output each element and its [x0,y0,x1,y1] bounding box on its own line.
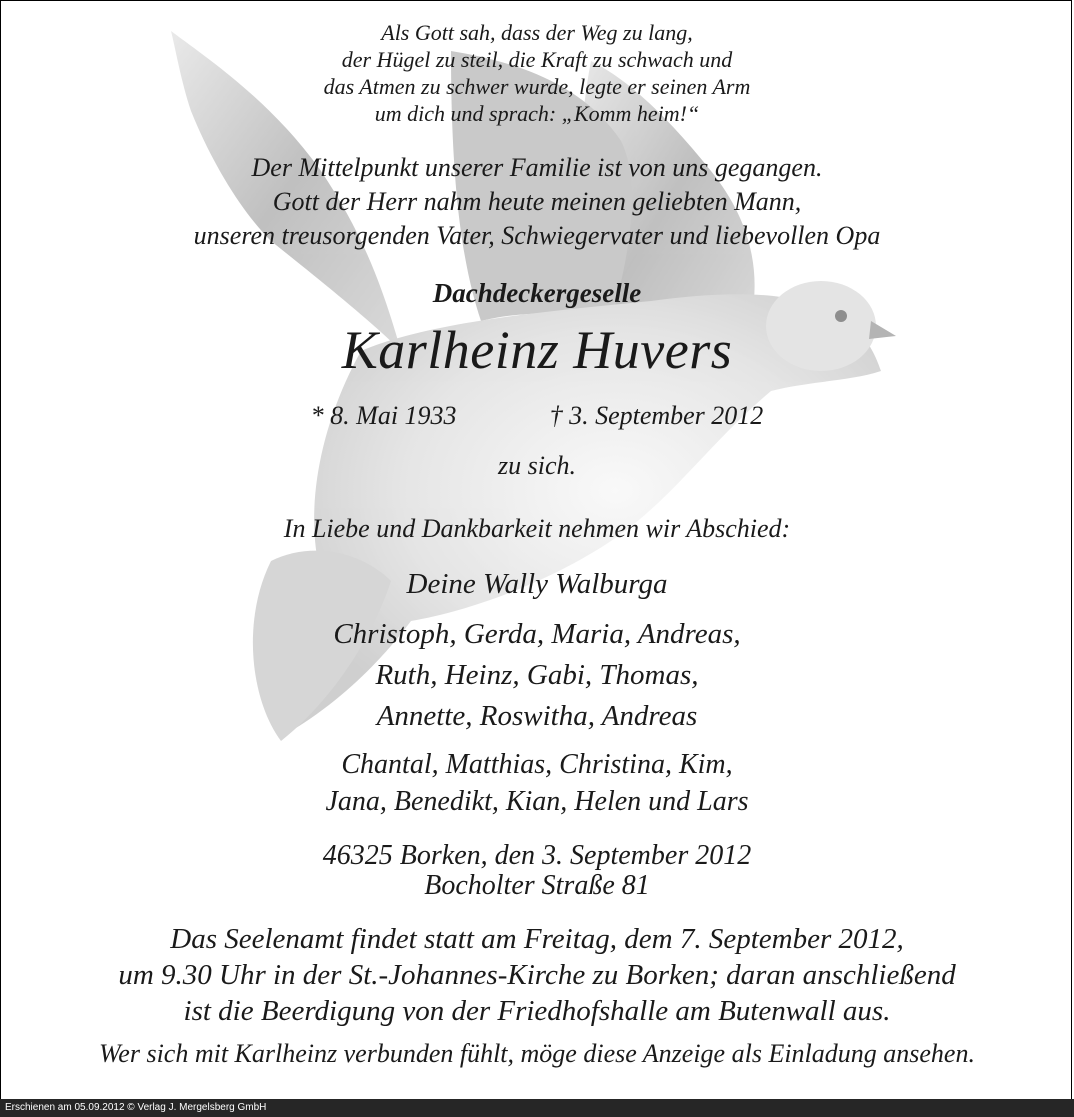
verse-line: der Hügel zu steil, die Kraft zu schwach und [341,47,733,72]
service-line: Das Seelenamt findet statt am Freitag, dem 7. September 2012, [170,923,904,955]
intro-line: Der Mittelpunkt unserer Familie ist von uns gegangen. [251,153,823,182]
children-line: Christoph, Gerda, Maria, Andreas, [333,618,741,650]
address: Bocholter Straße 81 [424,870,650,901]
invitation-line: Wer sich mit Karlheinz verbunden fühlt, möge diese Anzeige als Einladung ansehen. [99,1039,975,1068]
deceased-name: Karlheinz Huvers [341,320,733,380]
verse-line: Als Gott sah, dass der Weg zu lang, [381,20,693,45]
place-date: 46325 Borken, den 3. September 2012 [322,840,752,871]
grandchildren-line: Jana, Benedikt, Kian, Helen und Lars [325,786,749,817]
children-line: Ruth, Heinz, Gabi, Thomas, [375,659,699,691]
death-date: † 3. September 2012 [549,401,764,430]
intro-line: Gott der Herr nahm heute meinen geliebten Mann, [272,187,802,216]
verse-line: um dich und sprach: „Komm heim!“ [374,101,700,126]
publication-footer: Erschienen am 05.09.2012 © Verlag J. Mergelsberg GmbH [0,1099,1074,1117]
children-line: Annette, Roswitha, Andreas [376,700,698,732]
service-line: ist die Beerdigung von der Friedhofshalle am Butenwall aus. [183,995,891,1027]
zu-sich: zu sich. [498,451,576,480]
farewell-line: In Liebe und Dankbarkeit nehmen wir Abschied: [283,514,791,543]
grandchildren-line: Chantal, Matthias, Christina, Kim, [341,749,733,780]
wife-name: Deine Wally Walburga [406,568,668,600]
life-dates [1,401,1072,431]
intro-line: unseren treusorgenden Vater, Schwiegervater und liebevollen Opa [193,221,881,250]
service-line: um 9.30 Uhr in der St.-Johannes-Kirche zu Borken; daran anschließend [118,959,956,991]
birth-date: * 8. Mai 1933 [310,401,457,430]
profession: Dachdeckergeselle [432,278,642,308]
verse-line: das Atmen zu schwer wurde, legte er seinen Arm [323,74,751,99]
